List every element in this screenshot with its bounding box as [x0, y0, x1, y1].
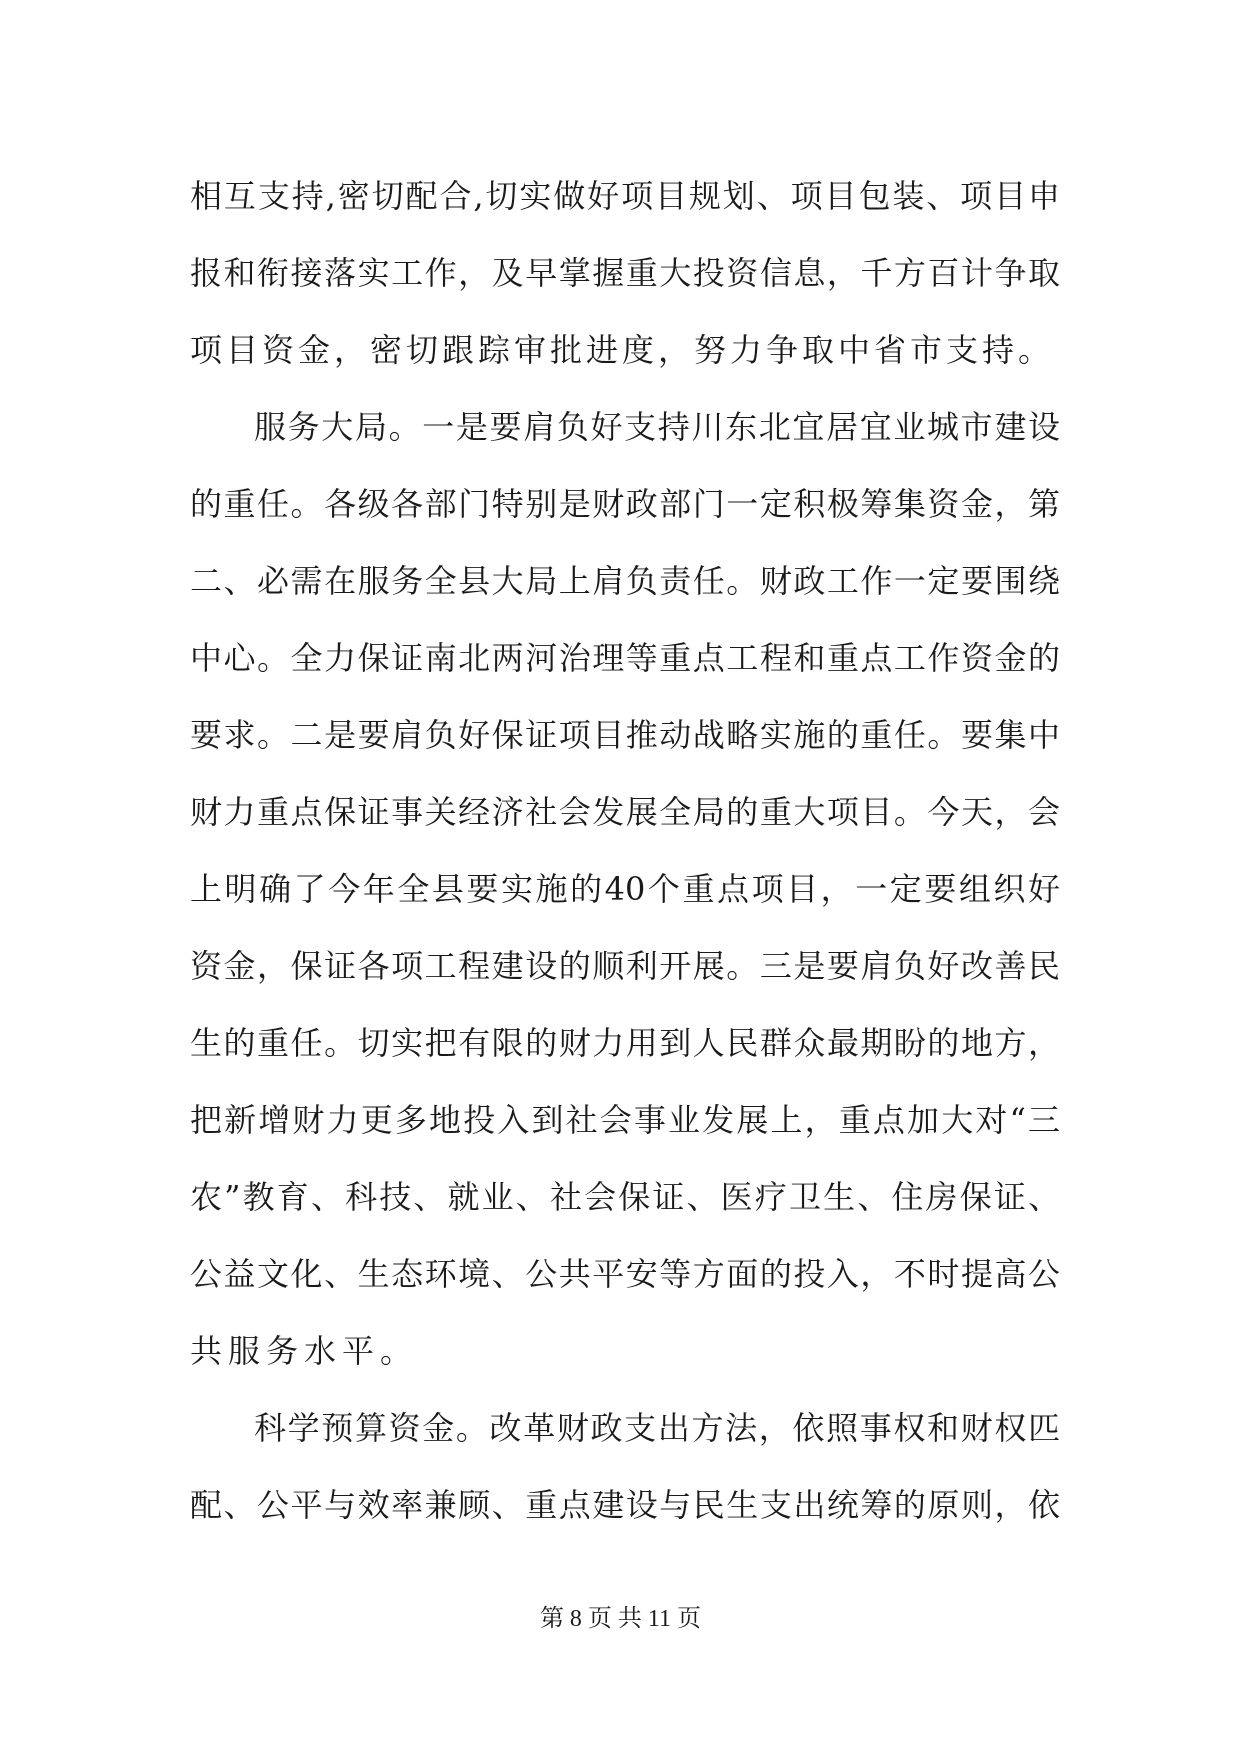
text-line: 生的重任。切实把有限的财力用到人民群众最期盼的地方，: [190, 1024, 1060, 1062]
text-line: 报和衔接落实工作，及早掌握重大投资信息，千方百计争取: [190, 254, 1060, 292]
text-line: 资金，保证各项工程建设的顺利开展。三是要肩负好改善民: [190, 947, 1060, 985]
text-line: 相互支持,密切配合,切实做好项目规划、项目包装、项目申: [190, 177, 1060, 215]
text-line: 项目资金，密切跟踪审批进度，努力争取中省市支持。: [190, 331, 1055, 369]
document-body: [190, 158, 1060, 1544]
text-line: 农”教育、科技、就业、社会保证、医疗卫生、住房保证、: [190, 1178, 1060, 1216]
text-line: 中心。全力保证南北两河治理等重点工程和重点工作资金的: [190, 639, 1060, 677]
text-line: 共服务水平。: [190, 1332, 419, 1370]
text-line: 财力重点保证事关经济社会发展全局的重大项目。今天，会: [190, 793, 1060, 831]
text-line: 上明确了今年全县要实施的40个重点项目，一定要组织好: [190, 870, 1060, 908]
page-number-footer: 第 8 页 共 11 页: [539, 1606, 702, 1632]
paragraph-start-line: 服务大局。一是要肩负好支持川东北宜居宜业城市建设: [254, 408, 1060, 446]
text-line: 配、公平与效率兼顾、重点建设与民生支出统筹的原则，依: [190, 1486, 1060, 1524]
text-line: 二、必需在服务全县大局上肩负责任。财政工作一定要围绕: [190, 562, 1060, 600]
text-line: 要求。二是要肩负好保证项目推动战略实施的重任。要集中: [190, 716, 1060, 754]
text-line: 的重任。各级各部门特别是财政部门一定积极筹集资金，第: [190, 485, 1060, 523]
text-line: 公益文化、生态环境、公共平安等方面的投入，不时提高公: [190, 1255, 1060, 1293]
text-line: 把新增财力更多地投入到社会事业发展上，重点加大对“三: [190, 1101, 1060, 1139]
paragraph-start-line: 科学预算资金。改革财政支出方法，依照事权和财权匹: [254, 1409, 1060, 1447]
